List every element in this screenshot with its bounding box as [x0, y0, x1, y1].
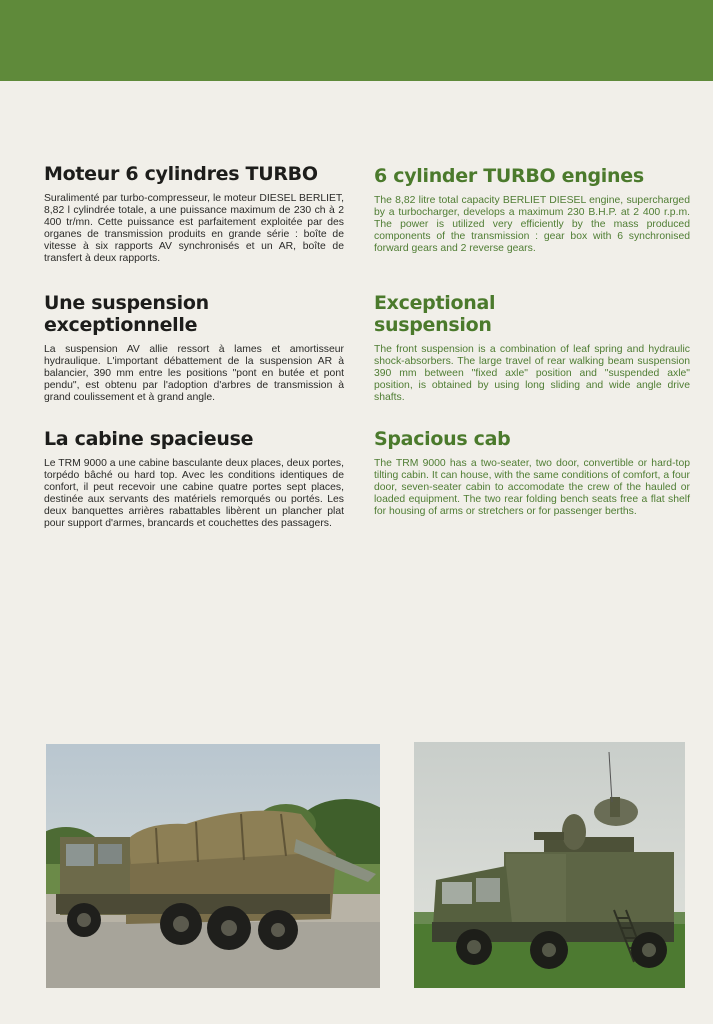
- en-engine-title: 6 cylinder TURBO engines: [374, 165, 644, 187]
- en-suspension-title-line2: suspension: [374, 314, 492, 336]
- fr-cab-text: Le TRM 9000 a une cabine basculante deux places, deux portes, torpédo bâché ou hard top. Avec les conditions identiques de confort, il peut recevoir une cabine quatre portes sept places, destinée aux servants des matériels remorqués ou portés. Les deux banquettes arrières rabattables libèrent un plancher plat pour support d'armes, brancards et couchettes des passagers.: [44, 458, 344, 529]
- top-color-band: [0, 0, 713, 81]
- en-cab-title: Spacious cab: [374, 428, 511, 450]
- en-suspension-text: The front suspension is a combination of leaf spring and hydraulic shock-absorbers. The large travel of rear walking beam suspension 390 mm between "fixed axle" position and "suspended axle" position, is obtained by using long sliding and wide angle drive shafts.: [374, 344, 690, 403]
- fr-engine-section: [44, 163, 344, 265]
- fr-suspension-title-line1: Une suspension: [44, 292, 209, 314]
- fr-engine-text: Suralimenté par turbo-compresseur, le moteur DIESEL BERLIET, 8,82 l cylindrée totale, a une puissance maximum de 230 ch à 2 400 tr/mn. Cette puissance est parfaitement exploitée par des organes de transmission produits en grande série : boîte de vitesse à six rapports AV synchronisés et un AR, boîte de transfert à deux rapports.: [44, 193, 344, 264]
- en-engine-section: [374, 165, 690, 255]
- fr-engine-title: Moteur 6 cylindres TURBO: [44, 163, 318, 185]
- en-suspension-title: [374, 292, 690, 336]
- en-suspension-section: [374, 292, 690, 404]
- fr-suspension-text: La suspension AV allie ressort à lames et amortisseur hydraulique. L'important débattement de la suspension AR à balancier, 390 mm entre les positions "pont en butée et pont pendu", est obtenu par l'adoption d'arbres de transmission à grand coulissement et à grand angle.: [44, 344, 344, 403]
- fr-cab-section: [44, 428, 344, 530]
- fr-suspension-section: [44, 292, 344, 404]
- fr-suspension-title: [44, 292, 344, 336]
- en-cab-text: The TRM 9000 has a two-seater, two door, convertible or hard-top tilting cabin. It can house, with the same conditions of comfort, a four door, seven-seater cabin to accomodate the crew of the hauled or loaded equipment. The two rear folding bench seats free a flat shelf for housing of arms or stretchers or for passenger berths.: [374, 458, 690, 517]
- fr-cab-title: La cabine spacieuse: [44, 428, 254, 450]
- en-suspension-title-line1: Exceptional: [374, 292, 496, 314]
- fr-suspension-title-line2: exceptionnelle: [44, 314, 198, 336]
- en-cab-section: [374, 428, 690, 518]
- en-engine-text: The 8,82 litre total capacity BERLIET DIESEL engine, supercharged by a turbocharger, develops a maximum 230 B.H.P. at 2 400 r.p.m. The power is utilized very efficiently by the mass produced components of the transmission : gear box with 6 synchronised forward gears and 2 reverse gears.: [374, 195, 690, 254]
- photo-covered-truck: [46, 744, 380, 988]
- photo-radar-truck: [414, 742, 685, 988]
